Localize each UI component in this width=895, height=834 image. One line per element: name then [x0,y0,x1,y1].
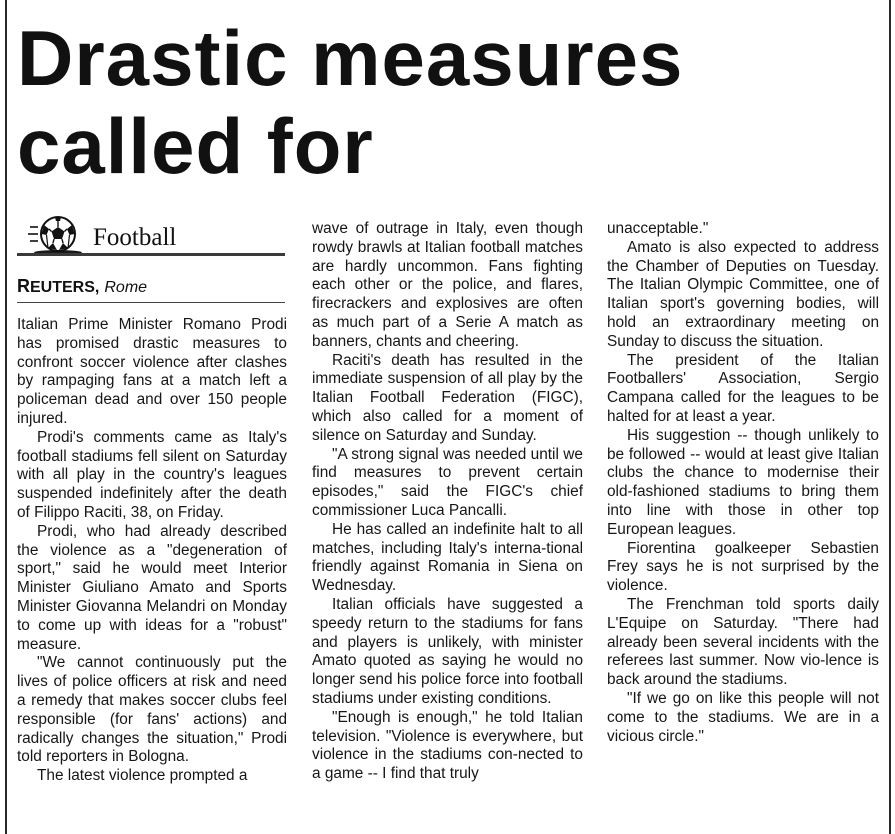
byline-city: Rome [104,279,148,296]
article-column-3 [607,220,879,780]
paragraph: "If we go on like this people will not come to the stadiums. We are in a vicious circle." [607,689,879,745]
article-column-2 [312,220,583,834]
paragraph: The president of the Italian Footballers' Association, Sergio Campana called for the leagues to be halted for at least a year. [607,351,879,425]
paragraph: Italian Prime Minister Romano Prodi has promised drastic measures to confront soccer violence after clashes by rampaging fans at a match left a policeman dead and over 150 people injured. [17,316,287,427]
section-underline [17,253,285,256]
section-label: Football [93,224,177,251]
paragraph: The latest violence prompted a [37,767,248,785]
headline-line-2: called for [17,102,374,190]
paragraph: "We cannot continuously put the lives of police officers at risk and need a remedy that makes soccer clubs feel responsible (for fans' actions) and radically changes the situation," Prodi told reporters in Bologna. [17,654,287,766]
paragraph: "Enough is enough," he told Italian television. "Violence is everywhere, but violence in the stadiums con-nected to a game -- I find that truly [312,708,583,783]
paragraph: Fiorentina goalkeeper Sebastien Frey says he is not surprised by the violence. [607,539,879,595]
byline-rule [17,302,285,303]
paragraph: unacceptable." [607,220,709,237]
paragraph: His suggestion -- though unlikely to be followed -- would at least give Italian clubs the chance to modernise their old-fashioned stadiums to bring them into line with those in other top European leagues. [607,426,879,538]
paragraph: "A strong signal was needed until we find measures to prevent certain episodes," said the FIGC's chief commissioner Luca Pancalli. [312,445,583,519]
paragraph: The Frenchman told sports daily L'Equipe on Saturday. "There had already been several incidents with the referees last summer. Now vio-lence is back around the stadiums. [607,595,879,689]
paragraph: wave of outrage in Italy, even though rowdy brawls at Italian football matches are hardly uncommon. Fans fighting each other or the police, and flares, firecrackers and explosives are often as much part of a Serie A match as banners, chants and cheering. [312,220,583,350]
paragraph: Amato is also expected to address the Chamber of Deputies on Tuesday. The Italian Olympic Committee, one of Italian sport's governing bodies, will hold an extraordinary meeting on Sunday to discuss the situation. [607,238,879,350]
paragraph: Raciti's death has resulted in the immediate suspension of all play by the Italian Football Federation (FIGC), which also called for a moment of silence on Saturday and Sunday. [312,351,583,444]
right-column-rule [889,0,891,834]
section-tag [17,215,285,257]
paragraph: Prodi, who had already described the violence as a "degeneration of sport," said he would meet Interior Minister Giuliano Amato and Sports Minister Giovanna Melandri on Monday to come up with ideas for a "robust" measure. [17,522,287,653]
byline: REUTERS, Rome [17,276,148,296]
soccer-ball-icon [27,215,89,255]
article-column-1 [17,316,287,834]
headline-line-1: Drastic measures [17,14,684,102]
byline-agency: REUTERS [17,276,95,296]
paragraph: Italian officials have suggested a speedy return to the stadiums for fans and players is unlikely, with minister Amato quoted as saying he would no longer send his police force into football stadiums under existing conditions. [312,595,583,707]
headline [17,14,877,190]
paragraph: He has called an indefinite halt to all matches, including Italy's interna-tional friendly against Romania in Siena on Wednesday. [312,520,583,595]
paragraph: Prodi's comments came as Italy's football stadiums fell silent on Saturday with all play in the country's leagues suspended indefinitely after the death of Filippo Raciti, 38, on Friday. [17,428,287,521]
left-column-rule [5,0,7,834]
